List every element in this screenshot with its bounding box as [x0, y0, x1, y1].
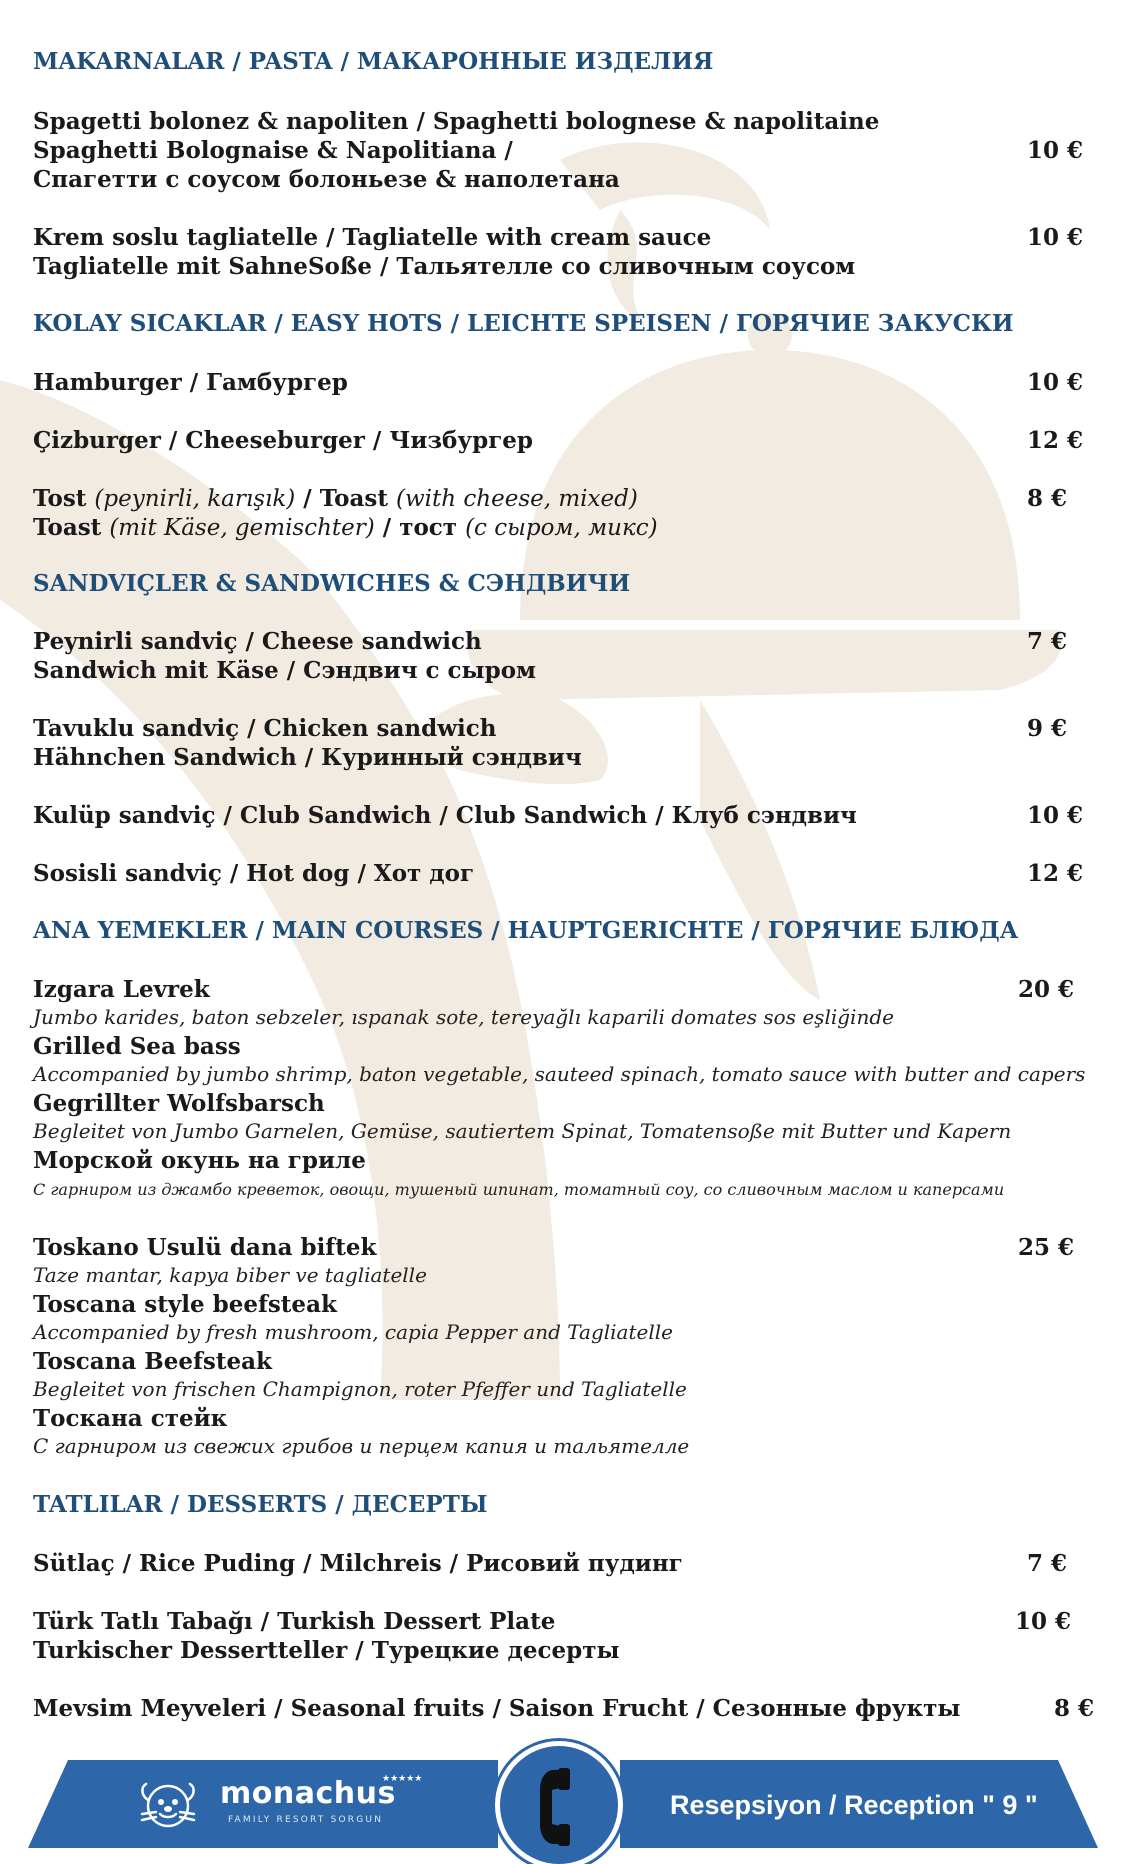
main-1-name-en: Grilled Sea bass [33, 1033, 241, 1060]
sandwich-item-2-line-2: Hähnchen Sandwich / Куринный сэндвич [33, 744, 582, 771]
main-1-desc-ru: С гарниром из джамбо креветок, овощи, тушеный шпинат, томатный соу, со сливочным маслом и каперсами [33, 1180, 1005, 1199]
sandwich-item-1-line-1: Peynirli sandviç / Cheese sandwich [33, 628, 482, 655]
sandwich-item-2-line-1: Tavuklu sandviç / Chicken sandwich [33, 715, 497, 742]
brand-tagline: FAMILY RESORT SORGUN [228, 1815, 384, 1825]
sandwich-item-4: Sosisli sandviç / Hot dog / Хот дог [33, 860, 475, 887]
sandwich-item-4-price: 12 € [1027, 860, 1084, 887]
tost-ru-note: (с сыром, микс) [465, 515, 658, 541]
main-1-name-ru: Морской окунь на гриле [33, 1147, 366, 1174]
dessert-item-2-line-1: Türk Tatlı Tabağı / Turkish Dessert Plate [33, 1608, 556, 1635]
dessert-item-3: Mevsim Meyveleri / Seasonal fruits / Saison Frucht / Сезонные фрукты [33, 1695, 961, 1722]
main-2-price: 25 € [1018, 1234, 1075, 1261]
tost-en-note: (with cheese, mixed) [396, 486, 638, 512]
pasta-item-1-line-2: Spaghetti Bolognaise & Napolitiana / [33, 137, 513, 164]
pasta-item-2-price: 10 € [1027, 224, 1084, 251]
easy-hots-item-3-line-1 [33, 484, 638, 514]
phone-icon [538, 1768, 582, 1846]
pasta-item-1-line-1: Spagetti bolonez & napoliten / Spaghetti bolognese & napolitaine [33, 108, 880, 135]
main-2-desc-tr: Taze mantar, kapya biber ve tagliatelle [33, 1263, 427, 1287]
brand-stars: ★★★★★ [382, 1774, 423, 1784]
footer-banner [0, 1740, 1125, 1857]
main-2-name-tr: Toskano Usulü dana biftek [33, 1234, 377, 1261]
easy-hots-item-2: Çizburger / Cheeseburger / Чизбургер [33, 427, 534, 454]
sandwich-item-3: Kulüp sandviç / Club Sandwich / Club Sandwich / Клуб сэндвич [33, 802, 857, 829]
brand-name: monachus [220, 1776, 396, 1811]
main-1-name-tr: Izgara Levrek [33, 976, 210, 1003]
main-1-desc-tr: Jumbo karides, baton sebzeler, ıspanak sote, tereyağlı kaparili domates sos eşliğinde [33, 1005, 894, 1029]
main-2-name-en: Toscana style beefsteak [33, 1291, 337, 1318]
main-2-desc-ru: С гарниром из свежих грибов и перцем капия и тальятелле [33, 1434, 690, 1458]
section-title-desserts: TATLILAR / DESSERTS / ДЕСЕРТЫ [33, 1491, 488, 1518]
main-1-desc-en: Accompanied by jumbo shrimp, baton vegetable, sauteed spinach, tomato sauce with butter and capers [33, 1062, 1086, 1086]
easy-hots-item-2-price: 12 € [1027, 427, 1084, 454]
easy-hots-item-3-line-2 [33, 513, 658, 543]
sandwich-item-3-price: 10 € [1027, 802, 1084, 829]
dessert-item-2-line-2: Turkischer Dessertteller / Турецкие десерты [33, 1637, 620, 1664]
tost-de: Toast [33, 514, 102, 541]
dessert-item-1-price: 7 € [1027, 1550, 1068, 1577]
pasta-item-2-line-1: Krem soslu tagliatelle / Tagliatelle with cream sauce [33, 224, 712, 251]
brand-logo [130, 1770, 430, 1840]
tost-tr: Tost [33, 485, 87, 512]
dessert-item-3-price: 8 € [1054, 1695, 1095, 1722]
easy-hots-item-3-price: 8 € [1027, 485, 1068, 512]
main-1-desc-de: Begleitet von Jumbo Garnelen, Gemüse, sautiertem Spinat, Tomatensoße mit Butter und Kapern [33, 1119, 1012, 1143]
phone-badge [500, 1746, 618, 1864]
tost-ru: / тост [382, 514, 458, 541]
sandwich-item-2-price: 9 € [1027, 715, 1068, 742]
dessert-item-1: Sütlaç / Rice Puding / Milchreis / Рисовий пудинг [33, 1550, 683, 1577]
pasta-item-1-line-3: Спагетти с соусом болоньезе & наполетана [33, 166, 620, 193]
section-title-sandwiches: SANDVIÇLER & SANDWICHES & СЭНДВИЧИ [33, 570, 631, 597]
main-1-name-de: Gegrillter Wolfsbarsch [33, 1090, 325, 1117]
tost-tr-note: (peynirli, karışık) [94, 486, 296, 512]
easy-hots-item-1: Hamburger / Гамбургер [33, 369, 348, 396]
section-title-pasta: MAKARNALAR / PASTA / МАКАРОННЫЕ ИЗДЕЛИЯ [33, 48, 714, 75]
main-2-desc-de: Begleitet von frischen Champignon, roter Pfeffer und Tagliatelle [33, 1377, 687, 1401]
main-2-desc-en: Accompanied by fresh mushroom, capia Pepper and Tagliatelle [33, 1320, 673, 1344]
main-2-name-ru: Тоскана стейк [33, 1405, 228, 1432]
pasta-item-2-line-2: Tagliatelle mit SahneSoße / Тальятелле со сливочным соусом [33, 253, 856, 280]
sandwich-item-1-line-2: Sandwich mit Käse / Сэндвич с сыром [33, 657, 537, 684]
monk-seal-logo-icon [134, 1770, 204, 1838]
section-title-main-courses: ANA YEMEKLER / MAIN COURSES / HAUPTGERICHTE / ГОРЯЧИЕ БЛЮДА [33, 917, 1019, 944]
dessert-item-2-price: 10 € [1015, 1608, 1072, 1635]
reception-label: Resepsiyon / Reception " 9 " [670, 1790, 1038, 1820]
tost-en: / Toast [303, 485, 388, 512]
tost-de-note: (mit Käse, gemischter) [109, 515, 375, 541]
main-2-name-de: Toscana Beefsteak [33, 1348, 272, 1375]
pasta-item-1-price: 10 € [1027, 137, 1084, 164]
section-title-easy-hots: KOLAY SICAKLAR / EASY HOTS / LEICHTE SPEISEN / ГОРЯЧИЕ ЗАКУСКИ [33, 310, 1014, 337]
easy-hots-item-1-price: 10 € [1027, 369, 1084, 396]
main-1-price: 20 € [1018, 976, 1075, 1003]
sandwich-item-1-price: 7 € [1027, 628, 1068, 655]
